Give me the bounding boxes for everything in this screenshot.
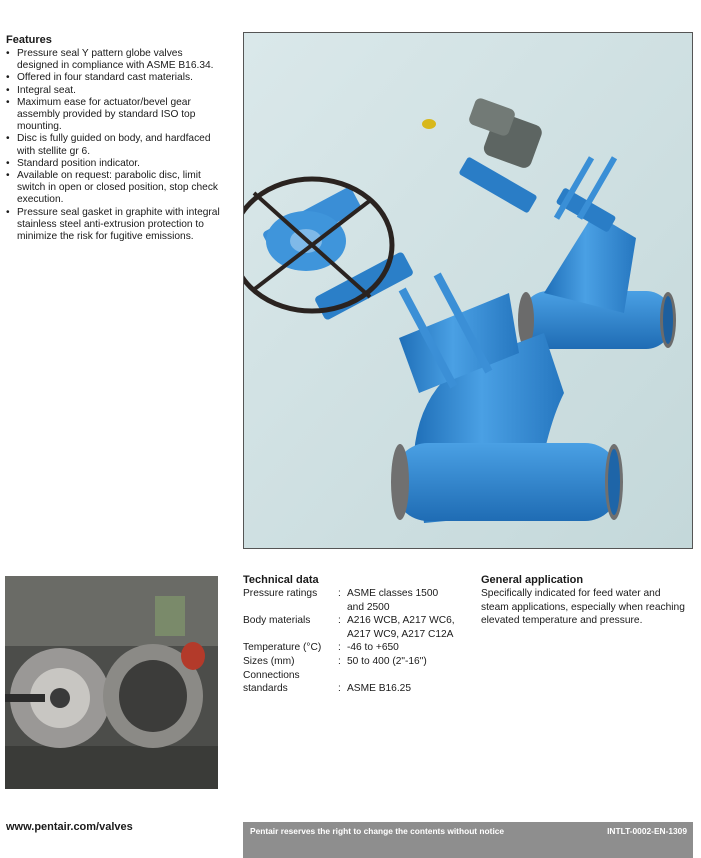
spec-value — [347, 669, 455, 683]
general-application-section — [481, 574, 686, 628]
features-list — [6, 48, 221, 243]
table-row — [243, 669, 455, 683]
feature-item: • Pressure seal gasket in graphite with integral stainless steel anti-extrusion protection to minimize the risk for fugitive emissions. — [6, 207, 221, 244]
spec-value: ASME classes 1500 and 2500 — [347, 588, 439, 613]
feature-item: • Pressure seal Y pattern globe valves designed in compliance with ASME B16.34. — [6, 48, 221, 72]
spec-colon — [338, 669, 347, 683]
footer-bar — [243, 822, 693, 858]
valve-product-photo — [243, 32, 693, 549]
general-application-text: Specifically indicated for feed water and steam applications, especially when reaching elevated temperature and pressure. — [481, 588, 685, 627]
spec-colon: : — [338, 588, 341, 599]
spec-colon: : — [338, 655, 341, 667]
valve-illustration — [244, 33, 692, 548]
workshop-photo — [5, 576, 218, 789]
table-row — [243, 682, 455, 696]
feature-item: • Available on request: parabolic disc, limit switch in open or closed position, stop check execution. — [6, 170, 221, 207]
spec-colon: : — [338, 615, 341, 627]
table-row — [243, 641, 455, 655]
table-row — [243, 587, 455, 614]
feature-item: • Standard position indicator. — [6, 158, 221, 170]
spec-label: Pressure ratings — [243, 588, 318, 599]
workshop-illustration — [5, 576, 218, 789]
feature-item: • Maximum ease for actuator/bevel gear assembly provided by standard ISO top mounting. — [6, 97, 221, 134]
website-link[interactable]: www.pentair.com/valves — [6, 821, 133, 833]
document-code: INTLT-0002-EN-1309 — [607, 826, 687, 836]
spec-label: Connections — [243, 669, 300, 681]
feature-item: • Offered in four standard cast materials. — [6, 72, 221, 84]
table-row — [243, 614, 455, 641]
technical-data-table — [243, 587, 455, 696]
spec-value: ASME B16.25 — [347, 683, 411, 695]
general-application-heading: General application — [481, 574, 584, 586]
spec-value: A216 WCB, A217 WC6, A217 WC9, A217 C12A — [347, 615, 455, 640]
feature-item: • Integral seat. — [6, 85, 221, 97]
spec-value: -46 to +650 — [347, 642, 399, 654]
feature-item: • Disc is fully guided on body, and hardfaced with stellite gr 6. — [6, 133, 221, 157]
table-row — [243, 655, 455, 669]
features-section — [6, 34, 221, 243]
disclaimer-note: Pentair reserves the right to change the contents without notice — [250, 826, 505, 836]
spec-value: 50 to 400 (2"-16") — [347, 655, 427, 667]
spec-label: Sizes (mm) — [243, 655, 295, 667]
spec-label: Temperature (°C) — [243, 642, 322, 654]
spec-label: standards — [243, 683, 288, 695]
technical-data-section — [243, 574, 468, 696]
spec-colon: : — [338, 642, 341, 654]
spec-colon: : — [338, 683, 341, 695]
spec-label: Body materials — [243, 615, 311, 627]
features-heading: Features — [6, 34, 52, 46]
technical-data-heading: Technical data — [243, 574, 319, 586]
